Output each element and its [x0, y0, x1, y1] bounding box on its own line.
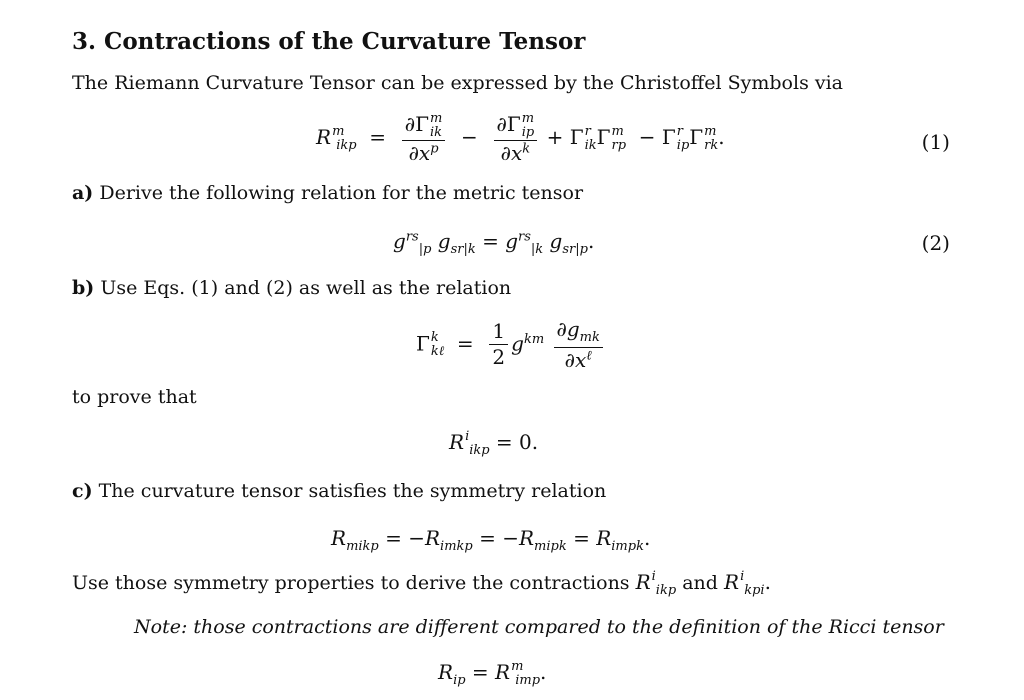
prove-text: to prove that [72, 386, 197, 408]
part-b [72, 277, 511, 299]
use-and: and [682, 572, 718, 595]
equation-2-number: (2) [921, 231, 950, 255]
equation-1-number: (1) [921, 130, 950, 154]
part-c-text: The curvature tensor satisfies the symmetry relation [98, 480, 607, 502]
part-c-label: c) [72, 480, 93, 502]
note: Note: those contractions are different compared to the definition of the Ricci tensor [134, 616, 944, 638]
part-b-label: b) [72, 277, 95, 299]
part-a-text: Derive the following relation for the metric tensor [99, 182, 584, 204]
intro-paragraph: The Riemann Curvature Tensor can be expressed by the Christoffel Symbols via [72, 72, 843, 94]
part-a-label: a) [72, 182, 94, 204]
section-heading: Contractions of the Curvature Tensor [104, 28, 586, 55]
equation-1: R m ikp = ∂Γ m ik $\partial x^p$ − ∂Γ m ip $\partial x^k$ + Γ r ik Γ m rp − Γ r ip Γ m rk . [316, 111, 725, 166]
christoffel-relation: Γ k kℓ = $\frac{1}{2}$ $g^{km}$ $\frac{\partial g_{mk}}{\partial x^\ell}$ [416, 318, 606, 372]
section-number: 3. [72, 28, 97, 55]
ricci-definition: $R_{ip} = R$ m imp . [438, 659, 547, 689]
equation-2: $g^{rs}_{|p}$ $g_{sr|k} = g^{rs}_{|k}$ $g_{sr|p}$. [393, 229, 595, 257]
part-b-text: Use Eqs. (1) and (2) as well as the relation [100, 277, 512, 299]
section-title [72, 28, 585, 55]
use-symmetry-paragraph: Use those symmetry properties to derive the contractions R i ikp and R i kpi . [72, 569, 771, 598]
part-c [72, 480, 606, 502]
symmetry-relation: $R_{mikp} = -R_{imkp} = -R_{mipk} = R_{impk}$. [331, 526, 651, 554]
use-text: Use those symmetry properties to derive the contractions [72, 572, 630, 595]
equation-riemann-zero: R i ikp = 0. [449, 429, 539, 458]
part-a [72, 182, 583, 204]
